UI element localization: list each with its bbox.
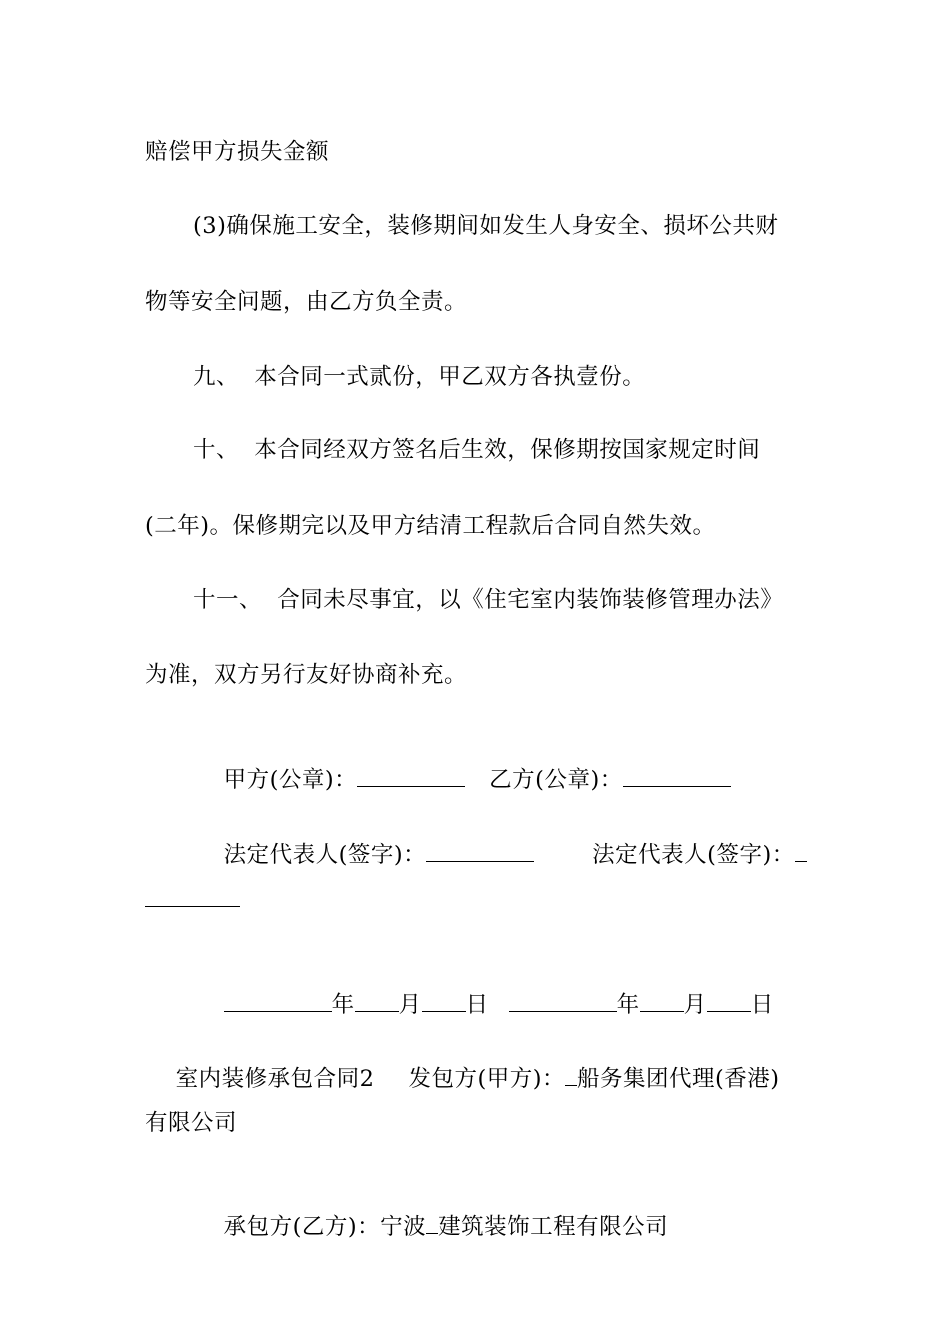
day-label: 日 [750,992,774,1018]
party-a-rep-label: 法定代表人(签字)： [223,842,427,868]
date-b-month-blank[interactable] [640,991,684,1012]
day-label: 日 [465,992,489,1018]
next-contract-line [145,1034,780,1124]
client-label: 发包方(甲方)： [408,1066,565,1092]
paragraph-line: (3)确保施工安全，装修期间如发生人身安全、损坏公共财 [193,213,779,239]
contractor-name-blank[interactable] [426,1213,438,1234]
date-a-month-blank[interactable] [355,991,399,1012]
month-label: 月 [683,992,707,1018]
contractor-line [193,1182,668,1272]
year-label: 年 [616,992,640,1018]
party-a-rep-blank[interactable] [426,841,534,862]
date-a-year-blank[interactable] [224,991,332,1012]
clause-eleven: 十一、 合同未尽事宜，以《住宅室内装饰装修管理办法》 [193,587,784,613]
contractor-name: 建筑装饰工程有限公司 [438,1214,669,1240]
party-b-seal-label: 乙方(公章)： [489,767,623,793]
paragraph-line: (二年)。保修期完以及甲方结清工程款后合同自然失效。 [145,513,716,539]
party-b-rep-blank-continued[interactable] [145,906,240,907]
party-b-seal-blank[interactable] [623,766,731,787]
client-name: 船务集团代理(香港) [577,1066,780,1092]
contract-title: 室内装修承包合同2 [175,1066,375,1092]
contractor-label: 承包方(乙方)：宁波 [223,1214,427,1240]
month-label: 月 [398,992,422,1018]
paragraph-line: 为准，双方另行友好协商补充。 [145,662,468,688]
party-a-seal-blank[interactable] [357,766,465,787]
party-b-rep-label: 法定代表人(签字)： [592,842,795,868]
year-label: 年 [331,992,355,1018]
clause-ten: 十、 本合同经双方签名后生效，保修期按国家规定时间 [193,437,761,463]
party-a-seal-label: 甲方(公章)： [223,767,358,793]
client-name-blank[interactable] [565,1065,577,1086]
party-b-rep-blank[interactable] [795,841,807,862]
representative-signature-line [193,810,807,900]
clause-nine: 九、 本合同一式贰份，甲乙双方各执壹份。 [193,364,646,390]
paragraph-line: 物等安全问题，由乙方负全责。 [145,289,468,315]
client-name-continued: 有限公司 [145,1110,238,1136]
paragraph-line: 赔偿甲方损失金额 [145,139,330,165]
date-b-year-blank[interactable] [509,991,617,1012]
date-a-day-blank[interactable] [422,991,466,1012]
date-b-day-blank[interactable] [707,991,751,1012]
